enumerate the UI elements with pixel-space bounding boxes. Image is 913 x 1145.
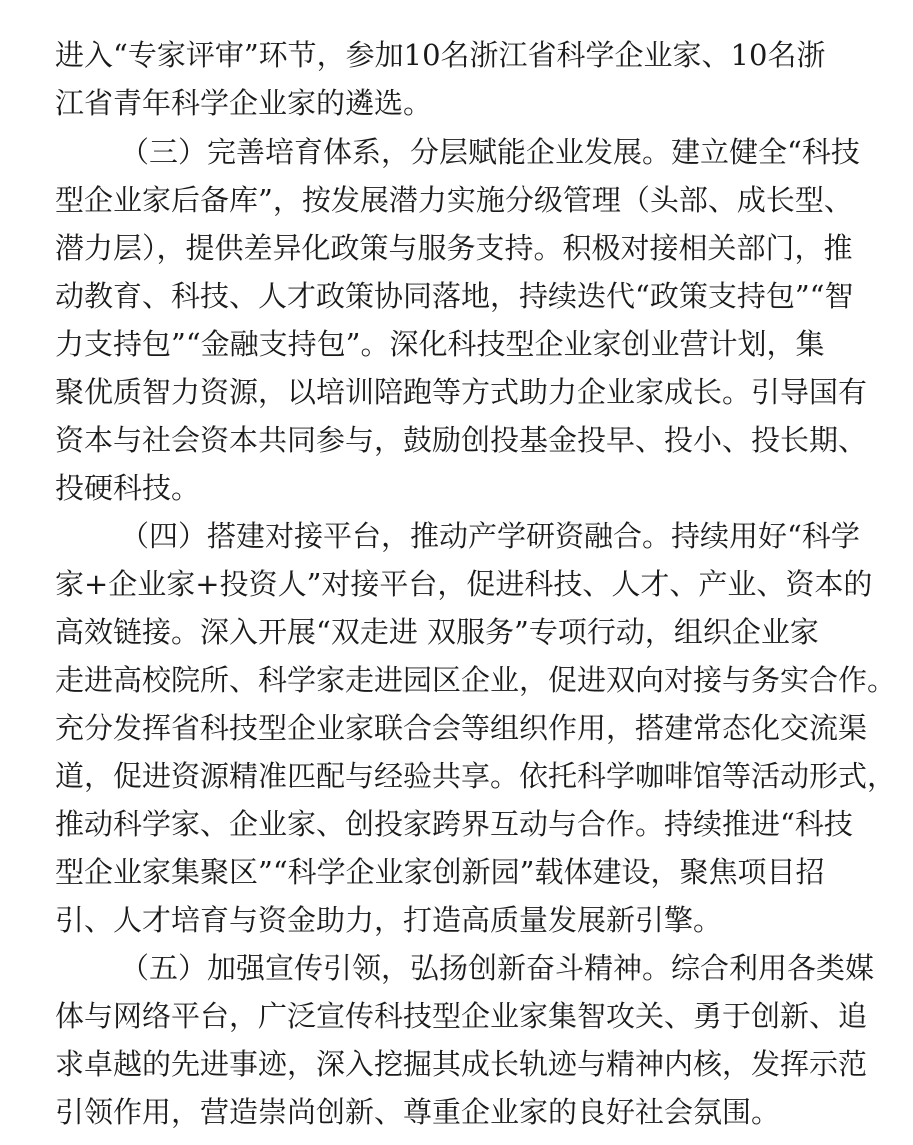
text-line: 家+企业家+投资人”对接平台，促进科技、人才、产业、资本的	[55, 567, 873, 601]
text-line: 力支持包”“金融支持包”。深化科技型企业家创业营计划，集	[55, 327, 825, 361]
text-line: 充分发挥省科技型企业家联合会等组织作用，搭建常态化交流渠	[55, 711, 868, 745]
text-line: 投硬科技。	[55, 471, 201, 505]
text-line: 引、人才培育与资金助力，打造高质量发展新引擎。	[55, 903, 723, 937]
text-line: 体与网络平台，广泛宣传科技型企业家集智攻关、勇于创新、追	[55, 999, 868, 1033]
text-line: 进入“专家评审”环节，参加10名浙江省科学企业家、10名浙	[55, 38, 826, 72]
text-line: 求卓越的先进事迹，深入挖掘其成长轨迹与精神内核，发挥示范	[55, 1047, 868, 1081]
text-line: 推动科学家、企业家、创投家跨界互动与合作。持续推进“科技	[55, 807, 853, 841]
text-line: 道，促进资源精准匹配与经验共享。依托科学咖啡馆等活动形式，	[55, 759, 897, 793]
text-line: 走进高校院所、科学家走进园区企业，促进双向对接与务实合作。	[55, 663, 897, 697]
text-line: 型企业家后备库”，按发展潜力实施分级管理（头部、成长型、	[55, 183, 853, 217]
text-line: 型企业家集聚区”“科学企业家创新园”载体建设，聚焦项目招	[55, 855, 825, 889]
text-line: 动教育、科技、人才政策协同落地，持续迭代“政策支持包”“智	[55, 279, 854, 313]
text-line: 资本与社会资本共同参与，鼓励创投基金投早、投小、投长期、	[55, 423, 868, 457]
text-line: 引领作用，营造崇尚创新、尊重企业家的良好社会氛围。	[55, 1095, 781, 1129]
section-three-heading-line: （三）完善培育体系，分层赋能企业发展。建立健全“科技	[120, 135, 860, 169]
section-five-heading-line: （五）加强宣传引领，弘扬创新奋斗精神。综合利用各类媒	[120, 951, 875, 985]
text-line: 潜力层），提供差异化政策与服务支持。积极对接相关部门，推	[55, 231, 853, 265]
text-line: 江省青年科学企业家的遴选。	[55, 86, 433, 120]
section-four-heading-line: （四）搭建对接平台，推动产学研资融合。持续用好“科学	[120, 519, 860, 553]
text-line: 高效链接。深入开展“双走进 双服务”专项行动，组织企业家	[55, 615, 819, 649]
text-line: 聚优质智力资源，以培训陪跑等方式助力企业家成长。引导国有	[55, 375, 868, 409]
